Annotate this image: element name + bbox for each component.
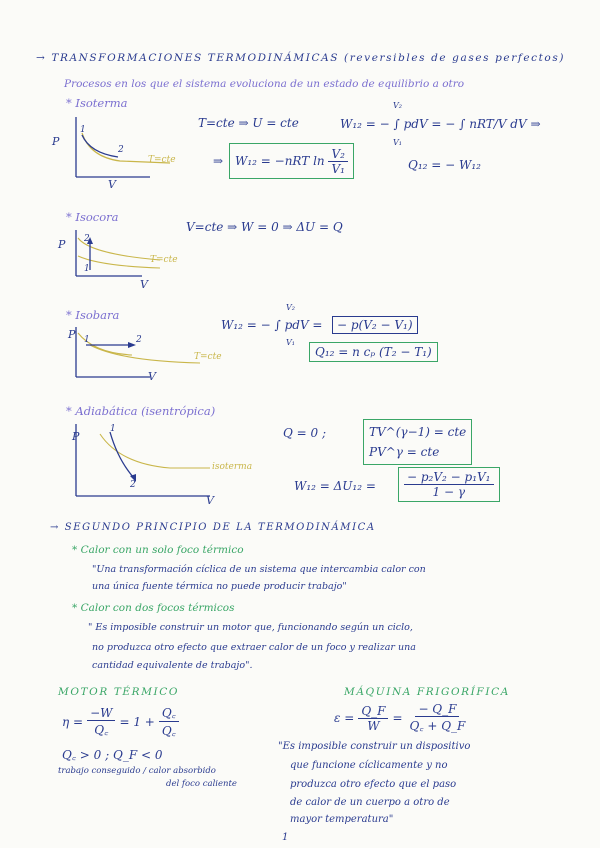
isoterma-point-2: 2 xyxy=(118,145,124,155)
maquina-eps-den: W xyxy=(367,718,380,733)
motor-eta2-num: Q꜀ xyxy=(159,704,179,722)
adiabatica-eq2-a: TV^(γ−1) = cte xyxy=(369,425,467,439)
isobara-point-1: 1 xyxy=(84,335,90,345)
isocora-point-1: 1 xyxy=(84,264,90,274)
isocora-heading: * Isocora xyxy=(66,210,119,224)
segundo-item1-text-a: "Una transformación cíclica de un sistema que intercambia calor con xyxy=(92,564,426,575)
adiabatica-state-box xyxy=(363,419,472,465)
adiabatica-point-1: 1 xyxy=(110,424,116,434)
maquina-eps-num: Q_F xyxy=(358,704,388,719)
isobara-graph xyxy=(60,325,210,390)
segundo-item1: * Calor con un solo foco térmico xyxy=(72,544,244,556)
adiabatica-eq2-b: PV^γ = cte xyxy=(369,445,440,459)
isobara-axis-p: P xyxy=(68,328,76,341)
motor-eta-pre: η = xyxy=(62,714,84,729)
segundo-item2: * Calor con dos focos térmicos xyxy=(72,602,235,614)
isoterma-eq3-arrow: ⇒ xyxy=(213,154,224,168)
isobara-upper-limit: V₂ xyxy=(286,303,295,312)
maquina-eps-mid: = xyxy=(392,711,403,725)
motor-signs: Q꜀ > 0 ; Q_F < 0 xyxy=(62,748,163,762)
isoterma-point-1: 1 xyxy=(80,125,86,135)
isoterma-eq3-fraction xyxy=(328,147,347,176)
isoterma-eq3-num: V₂ xyxy=(328,147,347,162)
adiabatica-heading: * Adiabática (isentrópica) xyxy=(66,404,216,418)
maquina-text-d: de calor de un cuerpo a otro de xyxy=(290,797,450,808)
isoterma-work-box xyxy=(229,143,354,179)
motor-heading: MOTOR TÉRMICO xyxy=(58,686,180,698)
isoterma-lower-limit: V₁ xyxy=(393,138,402,147)
isobara-lower-limit: V₁ xyxy=(286,338,295,347)
isobara-curve-label: T=cte xyxy=(194,352,222,362)
isoterma-eq3-den: V₁ xyxy=(331,161,345,176)
adiabatica-eq3-fraction xyxy=(404,470,494,499)
adiabatica-eq3-num: − p₂V₂ − p₁V₁ xyxy=(404,470,494,485)
adiabatica-curve-label: isoterma xyxy=(212,462,253,472)
isoterma-eq3: W₁₂ = −nRT ln xyxy=(235,154,325,168)
isoterma-eq1: T=cte ⇒ U = cte xyxy=(198,116,299,130)
adiabatica-point-2: 2 xyxy=(130,480,136,490)
maquina-eps-fraction xyxy=(358,704,388,733)
maquina-text-a: "Es imposible construir un dispositivo xyxy=(278,741,471,752)
isoterma-eq4: Q₁₂ = − W₁₂ xyxy=(408,158,481,172)
isocora-eq1: V=cte ⇒ W = 0 ⇒ ΔU = Q xyxy=(186,220,343,234)
motor-eta2-den: Q꜀ xyxy=(161,724,176,738)
motor-eta-fraction xyxy=(87,706,115,738)
maquina-text-c: produzca otro efecto que el paso xyxy=(290,779,457,790)
motor-eta-num: −W xyxy=(87,706,115,721)
isoterma-axis-p: P xyxy=(52,135,60,148)
maquina-heading: MÁQUINA FRIGORÍFICA xyxy=(344,686,510,698)
page-title: → TRANSFORMACIONES TERMODINÁMICAS (reversibles de gases perfectos) xyxy=(36,52,566,64)
segundo-heading: → SEGUNDO PRINCIPIO DE LA TERMODINÁMICA xyxy=(50,522,376,533)
segundo-item2-text-a: " Es imposible construir un motor que, funcionando según un ciclo, xyxy=(88,622,413,633)
isobara-axis-v: V xyxy=(148,370,156,383)
maquina-text-e: mayor temperatura" xyxy=(290,814,394,825)
adiabatica-axis-v: V xyxy=(206,494,214,507)
maquina-eps2-den: Q꜀ + Q_F xyxy=(409,719,466,733)
isocora-axis-v: V xyxy=(140,278,148,291)
isocora-curve-label: T=cte xyxy=(150,255,178,265)
adiabatica-eq1: Q = 0 ; xyxy=(283,426,327,440)
isobara-heading: * Isobara xyxy=(66,308,120,322)
adiabatica-eq3-den: 1 − γ xyxy=(432,485,465,499)
motor-note-b: del foco caliente xyxy=(166,779,237,789)
isocora-axis-p: P xyxy=(58,238,66,251)
motor-eta-mid: = 1 + xyxy=(119,714,155,729)
isocora-point-2: 2 xyxy=(84,234,90,244)
maquina-eps-pre: ε = xyxy=(334,711,355,725)
isobara-heat-box: Q₁₂ = n cₚ (T₂ − T₁) xyxy=(309,342,438,362)
maquina-eps2-fraction xyxy=(407,702,469,734)
motor-eta-den: Q꜀ xyxy=(94,722,109,737)
adiabatica-eq3: W₁₂ = ΔU₁₂ = xyxy=(294,479,376,493)
adiabatica-axis-p: P xyxy=(72,430,80,443)
isoterma-upper-limit: V₂ xyxy=(393,101,402,110)
page-number: 1 xyxy=(282,832,289,843)
isoterma-heading: * Isoterma xyxy=(66,96,128,110)
isobara-point-2: 2 xyxy=(136,335,142,345)
adiabatica-work-box xyxy=(398,467,500,502)
segundo-item1-text-b: una única fuente térmica no puede producir trabajo" xyxy=(92,581,347,592)
isoterma-curve-label: T=cte xyxy=(148,155,176,165)
intro-text: Procesos en los que el sistema evoluciona de un estado de equilibrio a otro xyxy=(64,78,465,90)
motor-eta2-fraction xyxy=(159,704,179,739)
maquina-eps2-num: − Q_F xyxy=(415,702,459,717)
isobara-eq1: W₁₂ = − ∫ pdV = xyxy=(221,318,323,332)
segundo-item2-text-b: no produzca otro efecto que extraer calor de un foco y realizar una xyxy=(92,642,416,653)
isoterma-eq2: W₁₂ = − ∫ pdV = − ∫ nRT/V dV ⇒ xyxy=(340,117,541,131)
isoterma-axis-v: V xyxy=(108,178,116,191)
isobara-work-box: − p(V₂ − V₁) xyxy=(332,316,418,334)
motor-efficiency xyxy=(62,704,179,739)
segundo-item2-text-c: cantidad equivalente de trabajo". xyxy=(92,660,253,671)
maquina-efficiency xyxy=(334,702,468,734)
motor-note-a: trabajo conseguido / calor absorbido xyxy=(58,766,216,776)
maquina-text-b: que funcione cíclicamente y no xyxy=(290,760,448,771)
